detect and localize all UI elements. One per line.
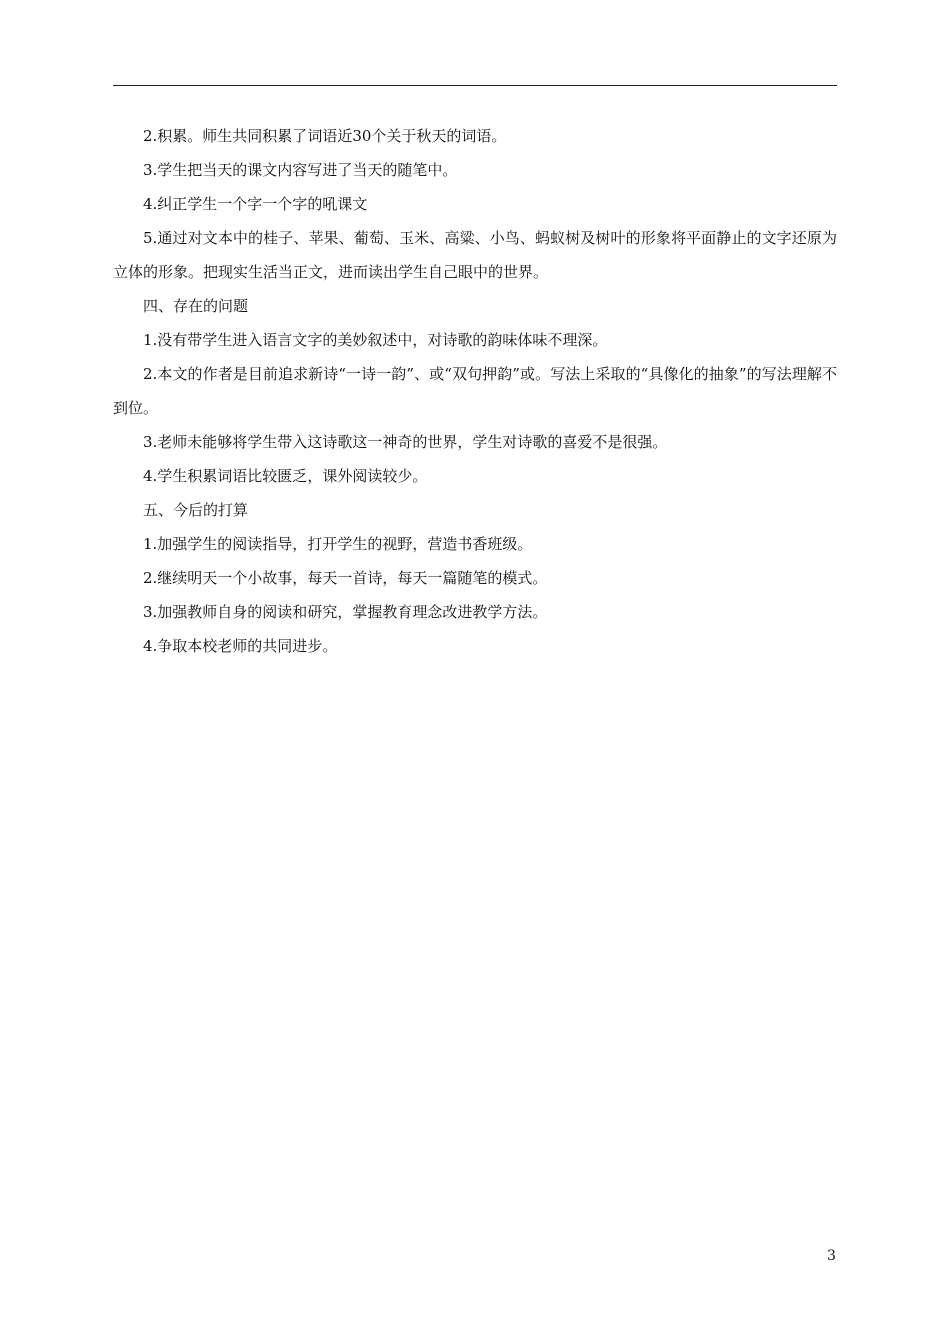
- problem-item-1: 1.没有带学生进入语言文字的美妙叙述中，对诗歌的韵味体味不理深。: [143, 331, 608, 349]
- page-number: 3: [827, 1248, 836, 1264]
- paragraph-imagery: 5.通过对文本中的桂子、苹果、葡萄、玉米、高粱、小鸟、蚂蚁树及树叶的形象将平面静止的文字还原为立体的形象。把现实生活当正文，进而读出学生自己眼中的世界。: [113, 229, 837, 281]
- paragraph-journal: 3.学生把当天的课文内容写进了当天的随笔中。: [143, 161, 458, 179]
- plan-item-1: 1.加强学生的阅读指导，打开学生的视野，营造书香班级。: [143, 535, 533, 553]
- document-body: [113, 119, 837, 663]
- paragraph-correction: 4.纠正学生一个字一个字的吼课文: [143, 195, 368, 213]
- paragraph-accumulation: 2.积累。师生共同积累了词语近30个关于秋天的词语。: [143, 127, 507, 145]
- plan-item-4: 4.争取本校老师的共同进步。: [143, 637, 338, 655]
- header-rule: [113, 85, 837, 86]
- problem-item-3: 3.老师未能够将学生带入这诗歌这一神奇的世界，学生对诗歌的喜爱不是很强。: [143, 433, 668, 451]
- plan-item-3: 3.加强教师自身的阅读和研究，掌握教育理念改进教学方法。: [143, 603, 548, 621]
- problem-item-4: 4.学生积累词语比较匮乏，课外阅读较少。: [143, 467, 428, 485]
- section-heading-problems: 四、存在的问题: [143, 297, 249, 315]
- section-heading-plans: 五、今后的打算: [143, 501, 249, 519]
- plan-item-2: 2.继续明天一个小故事，每天一首诗，每天一篇随笔的模式。: [143, 569, 548, 587]
- problem-item-2: 2.本文的作者是目前追求新诗“一诗一韵”、或“双句押韵”或。写法上采取的“具像化的抽象”的写法理解不到位。: [113, 365, 837, 417]
